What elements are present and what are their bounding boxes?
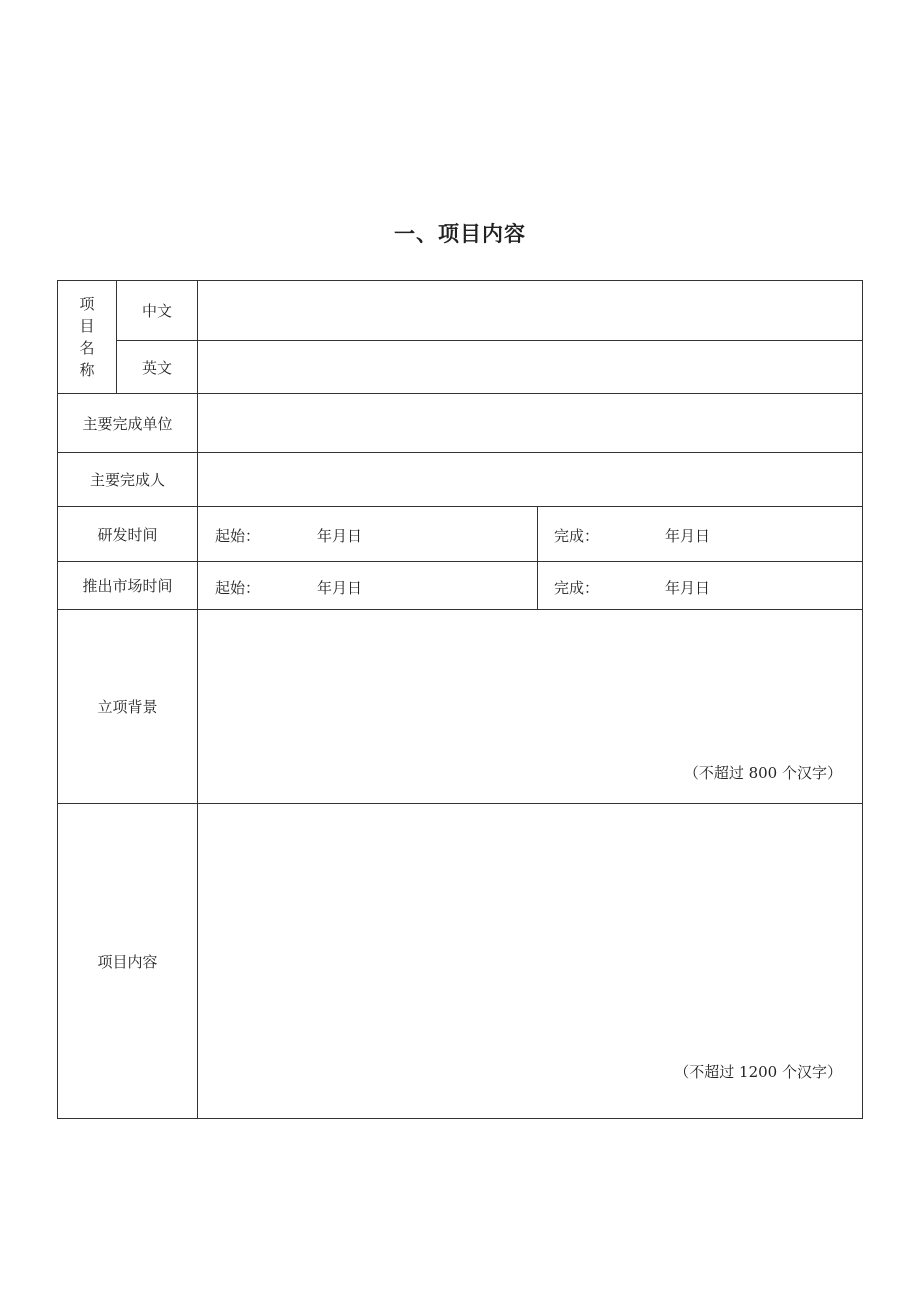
market-end-date[interactable]: 年月日	[665, 579, 711, 597]
main-person-label: 主要完成人	[89, 471, 165, 489]
project-name-label-char: 项	[79, 295, 95, 313]
content-label: 项目内容	[97, 952, 158, 971]
chinese-name-field[interactable]	[198, 281, 862, 340]
rd-start-label: 起始：	[215, 527, 261, 545]
market-start-date[interactable]: 年月日	[317, 579, 363, 597]
rd-start-date[interactable]: 年月日	[317, 527, 363, 545]
project-name-label-char: 目	[79, 317, 95, 335]
market-time-label: 推出市场时间	[82, 577, 173, 595]
project-name-label-char: 称	[79, 361, 95, 379]
project-name-label	[58, 293, 116, 381]
page-title: 一、项目内容	[394, 222, 526, 246]
project-form	[57, 280, 863, 1119]
market-end-label: 完成：	[554, 579, 600, 597]
market-start-label: 起始：	[215, 579, 261, 597]
english-name-field[interactable]	[198, 341, 862, 393]
content-limit-note: （不超过 1200 个汉字）	[674, 1063, 842, 1081]
background-limit-note: （不超过 800 个汉字）	[683, 764, 842, 782]
english-name-label: 英文	[141, 358, 172, 377]
chinese-name-label: 中文	[141, 302, 172, 320]
rd-time-label: 研发时间	[97, 525, 158, 544]
background-label: 立项背景	[97, 698, 158, 716]
main-unit-field[interactable]	[198, 394, 862, 452]
main-unit-label: 主要完成单位	[82, 414, 173, 433]
main-person-field[interactable]	[198, 453, 862, 506]
rd-end-label: 完成：	[554, 527, 600, 545]
project-name-label-char: 名	[79, 339, 95, 357]
rd-end-date[interactable]: 年月日	[665, 527, 711, 545]
col-divider	[537, 506, 538, 609]
